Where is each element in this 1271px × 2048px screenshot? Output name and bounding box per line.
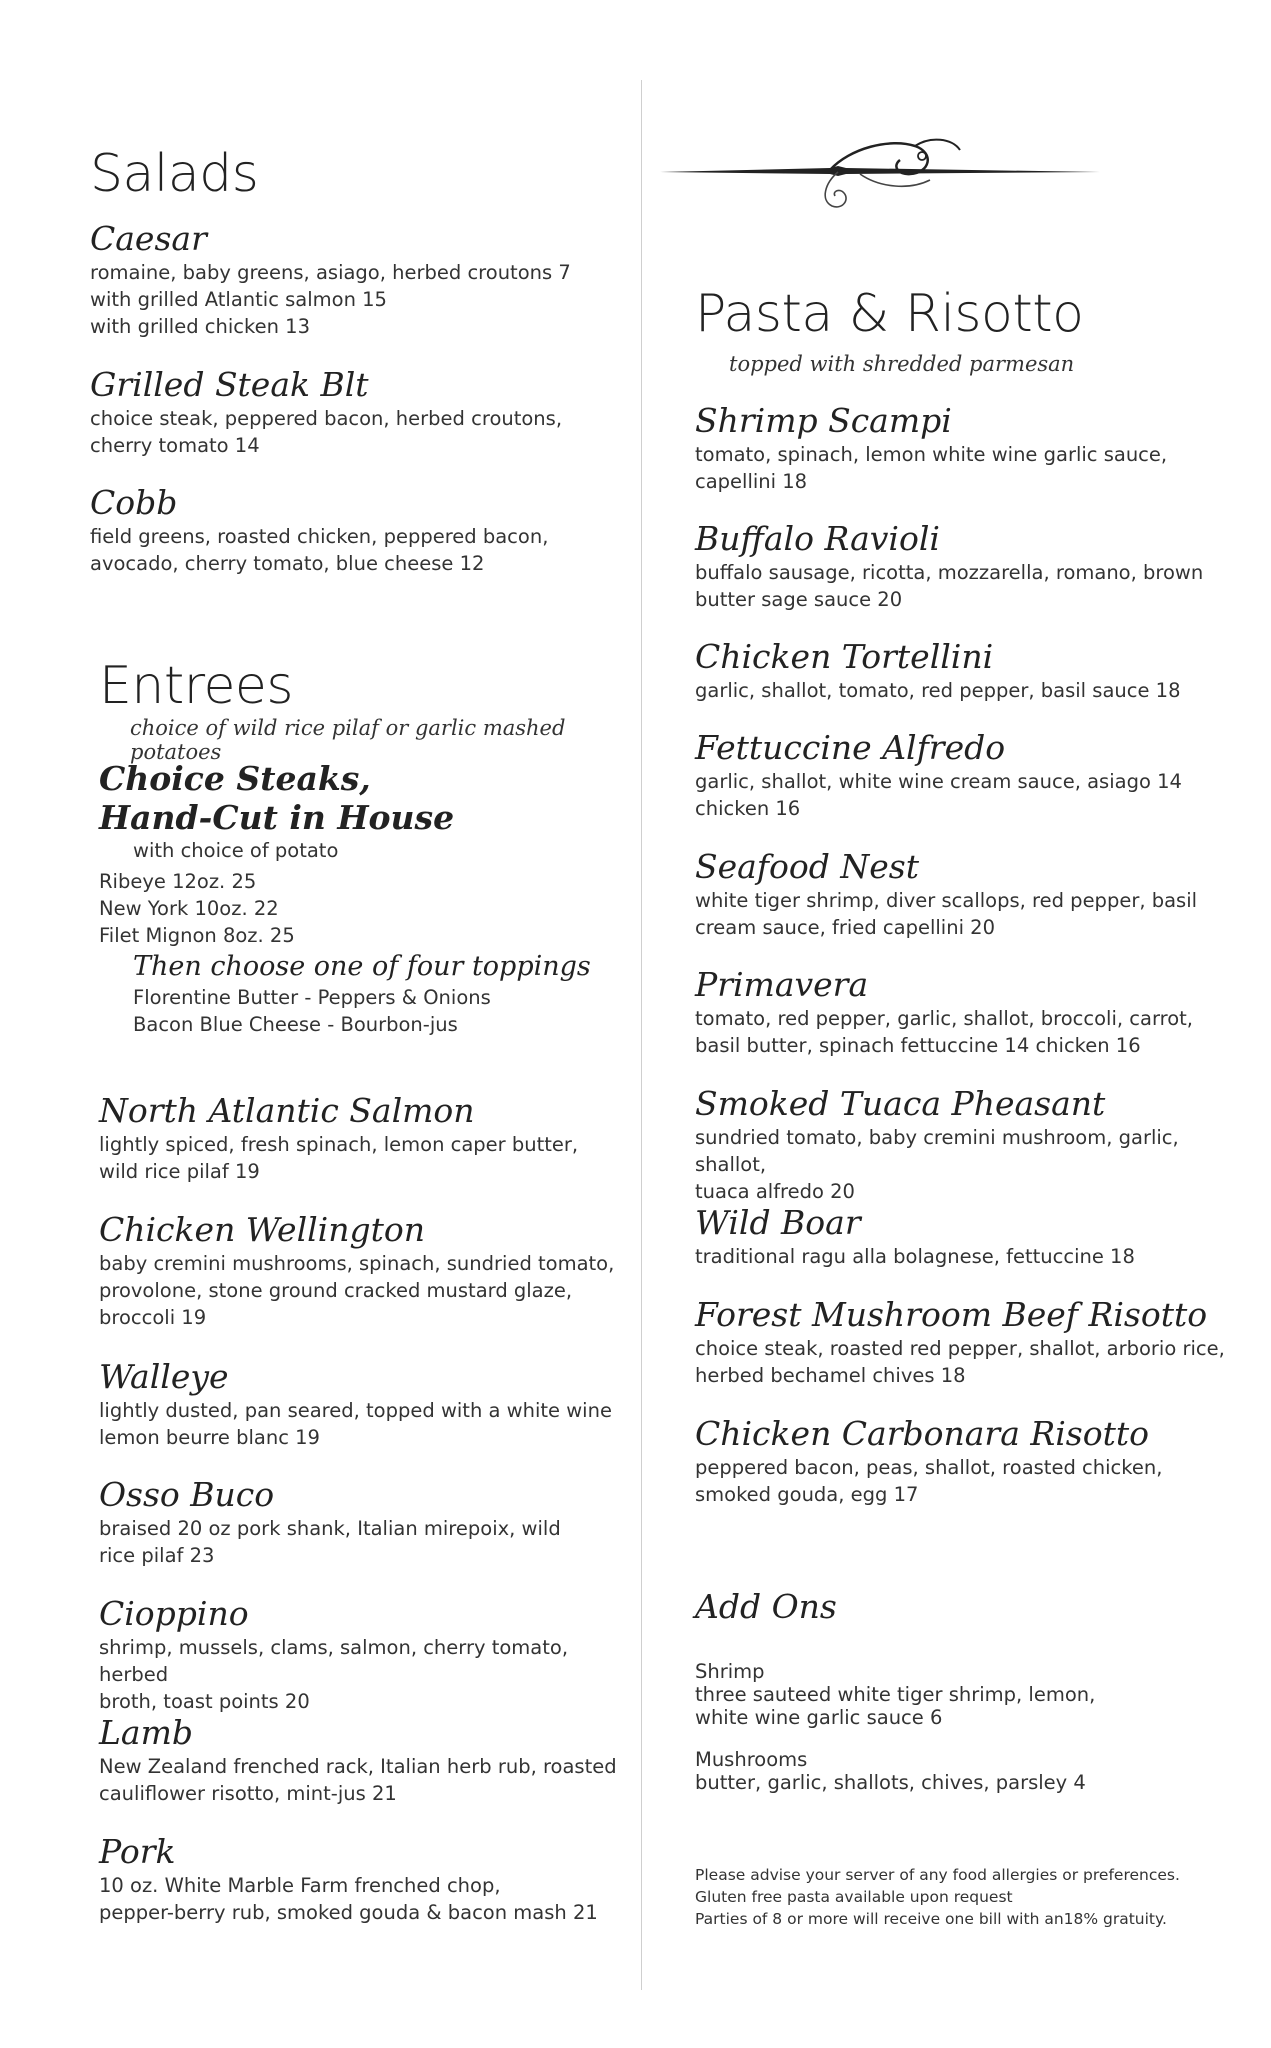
item-name: Primavera — [695, 965, 869, 1004]
entree-item-osso-buco — [99, 1475, 619, 1569]
item-desc: with grilled Atlantic salmon 15 — [90, 287, 387, 311]
item-desc: capellini 18 — [695, 469, 808, 493]
pasta-item-carbonara-risotto — [695, 1414, 1235, 1508]
pasta-item-wild-boar — [695, 1203, 1235, 1270]
salad-item-cobb — [90, 483, 610, 577]
entrees-title: Entrees — [99, 656, 294, 716]
gluten-note: Gluten free pasta available upon request — [695, 1888, 1013, 1906]
item-desc: chicken 16 — [695, 796, 801, 820]
topping-line: Bacon Blue Cheese - Bourbon-jus — [133, 1012, 458, 1036]
item-name: Chicken Tortellini — [695, 637, 994, 676]
item-name: Osso Buco — [99, 1475, 275, 1514]
item-desc: peppered bacon, peas, shallot, roasted chicken, — [695, 1455, 1163, 1479]
pasta-item-tuaca-pheasant — [695, 1084, 1235, 1205]
entree-item-pork — [99, 1832, 619, 1926]
item-desc: lightly dusted, pan seared, topped with a white wine — [99, 1398, 612, 1422]
addon-name: Mushrooms — [695, 1748, 808, 1771]
pasta-subtitle: topped with shredded parmesan — [729, 352, 1075, 376]
item-desc: sundried tomato, baby cremini mushroom, garlic, shallot, — [695, 1125, 1179, 1176]
item-name: Seafood Nest — [695, 847, 919, 886]
entrees-subtitle: choice of wild rice pilaf or garlic mashed potatoes — [130, 716, 566, 764]
salad-item-steak-blt — [90, 365, 610, 459]
item-name: Fettuccine Alfredo — [695, 728, 1006, 767]
item-name: Chicken Wellington — [99, 1210, 425, 1249]
item-desc: braised 20 oz pork shank, Italian mirepoix, wild — [99, 1516, 561, 1540]
item-name: Pork — [99, 1832, 176, 1871]
item-name: Smoked Tuaca Pheasant — [695, 1084, 1106, 1123]
item-name: Lamb — [99, 1713, 194, 1752]
item-name: Walleye — [99, 1357, 229, 1396]
pasta-item-shrimp-scampi — [695, 401, 1235, 495]
item-name: Wild Boar — [695, 1203, 861, 1242]
item-name: Caesar — [90, 219, 207, 258]
item-name: Chicken Carbonara Risotto — [695, 1414, 1149, 1453]
item-desc: field greens, roasted chicken, peppered bacon, — [90, 524, 549, 548]
item-desc: rice pilaf 23 — [99, 1543, 215, 1567]
salad-item-caesar — [90, 219, 610, 340]
entree-item-cioppino — [99, 1594, 619, 1715]
item-name: Cobb — [90, 483, 178, 522]
item-name: Hand-Cut in House — [99, 797, 455, 837]
item-desc: lightly spiced, fresh spinach, lemon caper butter, — [99, 1132, 579, 1156]
item-desc: cauliflower risotto, mint-jus 21 — [99, 1781, 397, 1805]
entree-item-walleye — [99, 1357, 619, 1451]
item-desc: three sauteed white tiger shrimp, lemon, — [695, 1683, 1096, 1706]
item-desc: pepper-berry rub, smoked gouda & bacon mash 21 — [99, 1900, 598, 1924]
item-desc: cherry tomato 14 — [90, 433, 260, 457]
item-desc: butter sage sauce 20 — [695, 587, 903, 611]
item-desc: romaine, baby greens, asiago, herbed croutons 7 — [90, 260, 571, 284]
item-desc: buffalo sausage, ricotta, mozzarella, romano, brown — [695, 560, 1204, 584]
item-desc: butter, garlic, shallots, chives, parsley 4 — [695, 1771, 1086, 1794]
item-name: Choice Steaks, — [99, 759, 371, 798]
steak-cut: Ribeye 12oz. 25 — [99, 870, 257, 894]
item-desc: tomato, spinach, lemon white wine garlic sauce, — [695, 442, 1168, 466]
toppings-title: Then choose one of four toppings — [133, 951, 591, 983]
item-desc: shrimp, mussels, clams, salmon, cherry tomato, herbed — [99, 1635, 569, 1686]
item-desc: garlic, shallot, white wine cream sauce, asiago 14 — [695, 769, 1182, 793]
addons-title: Add Ons — [695, 1587, 837, 1626]
entree-item-salmon — [99, 1091, 619, 1185]
item-desc: broccoli 19 — [99, 1305, 207, 1329]
salads-title: Salads — [90, 144, 259, 204]
topping-line: Florentine Butter - Peppers & Onions — [133, 985, 491, 1009]
item-desc: white tiger shrimp, diver scallops, red pepper, basil — [695, 888, 1198, 912]
item-desc: wild rice pilaf 19 — [99, 1159, 260, 1183]
item-desc: tuaca alfredo 20 — [695, 1179, 855, 1203]
item-desc: tomato, red pepper, garlic, shallot, broccoli, carrot, — [695, 1006, 1193, 1030]
item-desc: 10 oz. White Marble Farm frenched chop, — [99, 1873, 501, 1897]
item-desc: cream sauce, fried capellini 20 — [695, 915, 995, 939]
item-name: Grilled Steak Blt — [90, 365, 369, 404]
item-desc: provolone, stone ground cracked mustard glaze, — [99, 1278, 573, 1302]
addon-name: Shrimp — [695, 1660, 765, 1683]
item-desc: broth, toast points 20 — [99, 1689, 310, 1713]
pasta-title: Pasta & Risotto — [695, 284, 1084, 344]
item-desc: with grilled chicken 13 — [90, 314, 310, 338]
addon-item-mushrooms — [695, 1744, 1235, 1796]
item-desc: smoked gouda, egg 17 — [695, 1482, 919, 1506]
item-desc: with choice of potato — [133, 839, 339, 863]
steak-cut: New York 10oz. 22 — [99, 897, 279, 921]
item-desc: white wine garlic sauce 6 — [695, 1706, 943, 1729]
pasta-item-beef-risotto — [695, 1295, 1235, 1389]
gratuity-note: Parties of 8 or more will receive one bill with an18% gratuity. — [695, 1910, 1167, 1928]
item-desc: garlic, shallot, tomato, red pepper, basil sauce 18 — [695, 678, 1181, 702]
entree-steaks — [99, 759, 619, 1038]
column-divider — [641, 80, 642, 1990]
item-desc: lemon beurre blanc 19 — [99, 1425, 320, 1449]
pasta-item-seafood-nest — [695, 847, 1235, 941]
item-desc: New Zealand frenched rack, Italian herb rub, roasted — [99, 1754, 617, 1778]
item-name: Shrimp Scampi — [695, 401, 952, 440]
flourish-ornament-icon — [660, 128, 1100, 218]
allergy-note: Please advise your server of any food allergies or preferences. — [695, 1866, 1180, 1884]
item-desc: avocado, cherry tomato, blue cheese 12 — [90, 551, 485, 575]
item-name: North Atlantic Salmon — [99, 1091, 475, 1130]
item-name: Buffalo Ravioli — [695, 519, 940, 558]
steak-cut: Filet Mignon 8oz. 25 — [99, 924, 295, 948]
entree-item-chicken-wellington — [99, 1210, 619, 1331]
entree-item-lamb — [99, 1713, 619, 1807]
item-name: Forest Mushroom Beef Risotto — [695, 1295, 1208, 1334]
item-desc: traditional ragu alla bolagnese, fettuccine 18 — [695, 1244, 1135, 1268]
pasta-item-primavera — [695, 965, 1235, 1059]
pasta-item-buffalo-ravioli — [695, 519, 1235, 613]
pasta-item-chicken-tortellini — [695, 637, 1235, 704]
pasta-item-fettuccine-alfredo — [695, 728, 1235, 822]
item-desc: choice steak, roasted red pepper, shallot, arborio rice, — [695, 1336, 1225, 1360]
item-desc: choice steak, peppered bacon, herbed croutons, — [90, 406, 563, 430]
footer-notes — [695, 1864, 1235, 1930]
item-desc: baby cremini mushrooms, spinach, sundried tomato, — [99, 1251, 615, 1275]
item-desc: herbed bechamel chives 18 — [695, 1363, 966, 1387]
item-desc: basil butter, spinach fettuccine 14 chicken 16 — [695, 1033, 1141, 1057]
addon-item-shrimp — [695, 1656, 1235, 1731]
item-name: Cioppino — [99, 1594, 249, 1633]
